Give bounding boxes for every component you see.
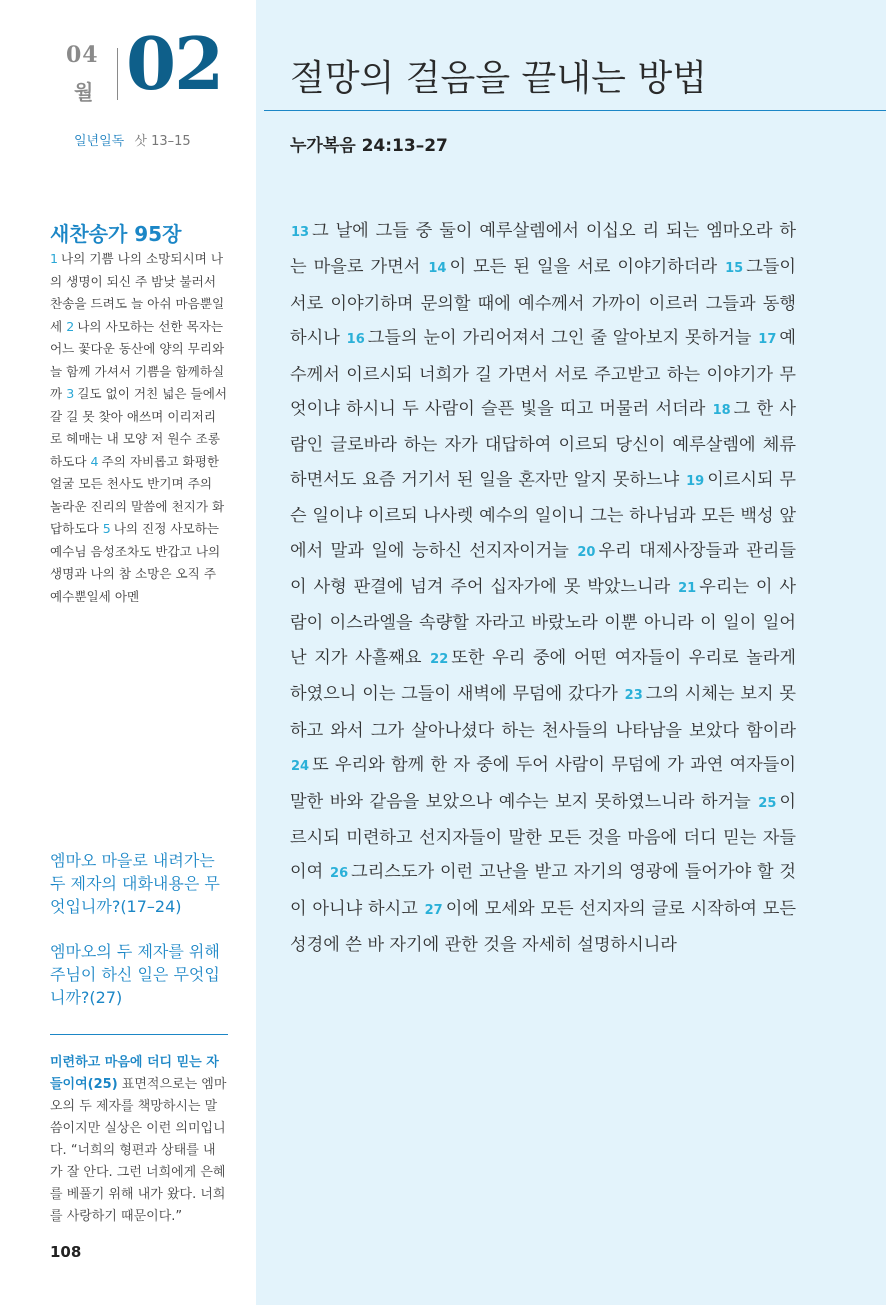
verse-number: 26 (330, 866, 349, 882)
verse-number: 17 (758, 332, 777, 348)
hymn-verse-number: 1 (50, 251, 59, 266)
hymn-lyrics (50, 248, 228, 608)
verse-number: 22 (430, 651, 449, 667)
date-month-label: 월 (74, 80, 94, 104)
verse-text: 그들이 서로 이야기하며 문의할 때에 예수께서 가까이 이르러 그들과 동행하시나 (290, 257, 797, 349)
yearly-reading-label: 일년일독 (74, 134, 125, 149)
title-underline (264, 110, 886, 111)
reflection-question-1: 엠마오 마을로 내려가는 두 제자의 대화내용은 무엇입니까?(17–24) (50, 851, 220, 916)
verse-text: 이에 모세와 모든 선지자의 글로 시작하여 모든 성경에 쓴 바 자기에 관한 것을 자세히 설명하시니라 (290, 898, 796, 956)
verse-text: 우리 대제사장들과 관리들이 사형 판결에 넘겨 주어 십자가에 못 박았느니라 (290, 540, 797, 598)
verse-number: 24 (291, 759, 310, 775)
verse-number: 15 (725, 261, 744, 277)
verse-text: 그리스도가 이런 고난을 받고 자기의 영광에 들어가야 할 것이 아니냐 하시고 (290, 862, 797, 919)
verse-text: 또 우리와 함께 한 자 중에 두어 사람이 무덤에 가 과연 여자들이 말한 바와 같음을 보았으나 예수는 보지 못하였느니라 하거늘 (290, 755, 796, 812)
verse-number: 20 (577, 544, 596, 560)
date-day: 02 (126, 21, 223, 106)
hymn-verse-number: 4 (90, 453, 99, 469)
scripture-text (290, 214, 796, 963)
verse-number: 21 (678, 581, 697, 597)
page-title: 절망의 걸음을 끝내는 방법 (290, 58, 707, 99)
verse-text: 그 한 사람인 글로바라 하는 자가 대답하여 이르되 당신이 예루살렘에 체류하면서도 요즘 거기서 된 일을 혼자만 알지 못하느냐 (290, 399, 796, 490)
verse-number: 19 (686, 473, 705, 489)
verse-number: 23 (624, 688, 643, 704)
verse-text: 이르시되 미련하고 선지자들이 말한 모든 것을 마음에 더디 믿는 자들이여 (290, 791, 796, 883)
hymn-title: 새찬송가 95장 (50, 222, 182, 246)
hymn-verse-text: 나의 기쁨 나의 소망되시며 나의 생명이 되신 주 밤낮 불러서 찬송을 드려도 늘 아쉬 마음뿐일세 (50, 251, 225, 334)
hymn-verse-number: 5 (102, 521, 111, 536)
verse-number: 25 (758, 795, 777, 811)
yearly-reading (74, 130, 191, 149)
verse-text: 그들의 눈이 가리어져서 그인 줄 알아보지 못하거늘 (367, 328, 752, 349)
verse-number: 16 (346, 332, 365, 348)
page-number: 108 (50, 1243, 82, 1261)
date-month-number: 04 (66, 42, 99, 68)
verse-text: 그의 시체는 보지 못하고 와서 그가 살아나셨다 하는 천사들의 나타남을 보았다 함이라 (290, 684, 796, 741)
hymn-verse-number: 2 (66, 318, 75, 334)
note-divider (50, 1034, 228, 1035)
hymn-verse-text: 길도 없이 거친 넓은 들에서 갈 길 못 찾아 애쓰며 이리저리로 헤매는 내 모양 저 원수 조롱하도다 (50, 386, 228, 469)
hymn-verse-text: 나의 진정 사모하는 예수님 음성조차도 반갑고 나의 생명과 나의 참 소망은 오직 주 예수뿐일세 아멘 (50, 521, 221, 604)
verse-number: 27 (424, 902, 443, 918)
passage-reference: 누가복음 24:13–27 (290, 136, 448, 156)
yearly-reading-ref: 삿 13–15 (134, 134, 191, 149)
hymn-verse-text: 나의 사모하는 선한 목자는 어느 꽃다운 동산에 양의 무리와 늘 함께 가셔서 기쁨을 함께하실까 (50, 318, 225, 401)
verse-text: 예수께서 이르시되 너희가 길 가면서 서로 주고받고 하는 이야기가 무엇이냐 하시니 두 사람이 슬픈 빛을 띠고 머물러 서더라 (290, 328, 796, 420)
note-emphasis: 미련하고 마음에 더디 믿는 자들이여(25) (50, 1055, 219, 1092)
verse-text: 이 모든 된 일을 서로 이야기하더라 (449, 257, 718, 278)
date-divider (117, 48, 118, 100)
hymn-verse-number: 3 (66, 386, 75, 401)
verse-text: 그 날에 그들 중 둘이 예루살렘에서 이십오 리 되는 엠마오라 하는 마을로 가면서 (290, 221, 796, 278)
left-sidebar (0, 0, 256, 1305)
reflection-question-2: 엠마오의 두 제자를 위해 주님이 하신 일은 무엇입니까?(27) (50, 942, 220, 1007)
commentary-note (50, 1052, 228, 1228)
verse-number: 14 (428, 261, 447, 277)
verse-number: 18 (712, 403, 731, 419)
verse-text: 우리는 이 사람이 이스라엘을 속량할 자라고 바랐노라 이뿐 아니라 이 일이 일어난 지가 사흘째요 (290, 577, 796, 668)
verse-text: 또한 우리 중에 어떤 여자들이 우리로 놀라게 하였으니 이는 그들이 새벽에 무덤에 갔다가 (290, 647, 796, 705)
verse-text: 이르시되 무슨 일이냐 이르되 나사렛 예수의 일이니 그는 하나님과 모든 백성 앞에서 말과 일에 능하신 선지자이거늘 (290, 469, 797, 561)
note-text: 표면적으로는 엠마오의 두 제자를 책망하시는 말씀이지만 실상은 이런 의미입니다. “너희의 형편과 상태를 내가 잘 안다. 그런 너희에게 은혜를 베풀기 위해 내가 왔다. 너희를 사랑하기 때문이다.” (50, 1077, 227, 1224)
verse-number: 13 (291, 225, 310, 240)
hymn-verse-text: 주의 자비롭고 화평한 얼굴 모든 천사도 반기며 주의 놀라운 진리의 말씀에 천지가 화답하도다 (50, 453, 225, 536)
